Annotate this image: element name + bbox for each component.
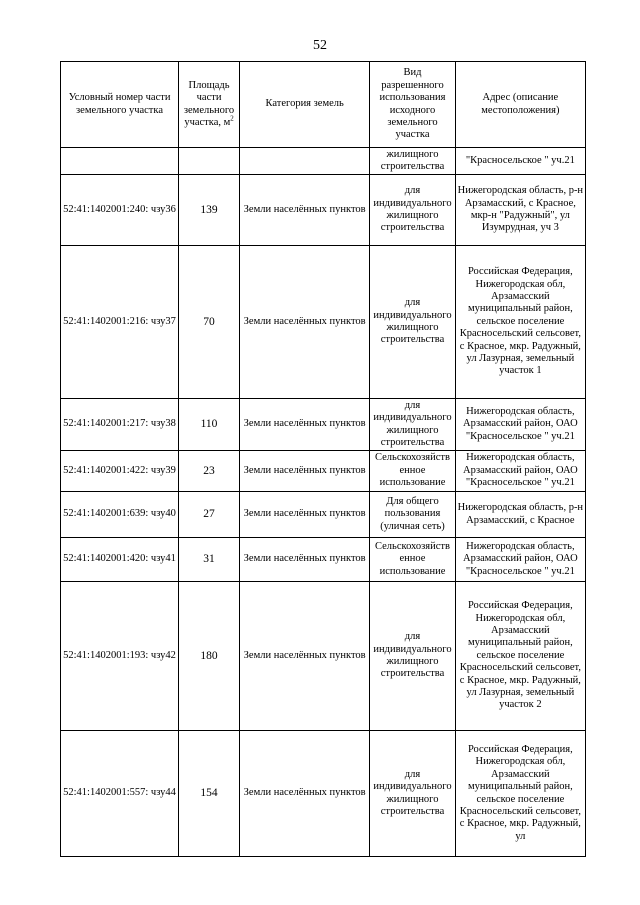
cell-id: 52:41:1402001:557: чзу44 [61,731,179,857]
cell-area: 180 [179,582,240,731]
cell-category: Земли населённых пунктов [240,731,370,857]
cell-use: для индивидуального жилищного строительства [370,731,455,857]
table-row [61,246,586,399]
cell-address: Нижегородская область, р-н Арзамасский, с Красное, мкр-н "Радужный", ул Изумрудная, уч 3 [455,175,585,246]
header-use: Вид разрешенного использования исходного земельного участка [370,62,455,148]
cell-area: 23 [179,451,240,492]
cell-area: 70 [179,246,240,399]
cell-id: 52:41:1402001:639: чзу40 [61,492,179,538]
cell-id: 52:41:1402001:217: чзу38 [61,399,179,451]
cell-area: 31 [179,538,240,582]
land-plots-table [60,61,586,857]
cell-id: 52:41:1402001:422: чзу39 [61,451,179,492]
cell-area: 110 [179,399,240,451]
cell-use: жилищного строительства [370,148,455,175]
cell-category: Земли населённых пунктов [240,246,370,399]
cell-id: 52:41:1402001:420: чзу41 [61,538,179,582]
table-row [61,492,586,538]
area-unit-superscript: 2 [230,114,234,123]
table-row [61,451,586,492]
cell-id: 52:41:1402001:193: чзу42 [61,582,179,731]
cell-address: "Красносельское " уч.21 [455,148,585,175]
cell-use: Для общего пользования (уличная сеть) [370,492,455,538]
table-row [61,399,586,451]
cell-category: Земли населённых пунктов [240,399,370,451]
cell-category: Земли населённых пунктов [240,175,370,246]
cell-use: для индивидуального жилищного строительства [370,399,455,451]
cell-address: Нижегородская область, р-н Арзамасский, с Красное [455,492,585,538]
cell-category: Земли населённых пунктов [240,582,370,731]
table-row [61,731,586,857]
cell-use: Сельскохозяйств енное использование [370,451,455,492]
header-id: Условный номер части земельного участка [61,62,179,148]
cell-id: 52:41:1402001:240: чзу36 [61,175,179,246]
cell-use: Сельскохозяйств енное использование [370,538,455,582]
cell-address: Российская Федерация, Нижегородская обл, Арзамасский муниципальный район, сельское поселение Красносельский сельсовет, с Красное, мкр. Радужный, ул [455,731,585,857]
cell-address: Нижегородская область, Арзамасский район, ОАО "Красносельское " уч.21 [455,451,585,492]
cell-area: 139 [179,175,240,246]
page-number: 52 [313,38,327,53]
cell-address: Нижегородская область, Арзамасский район, ОАО "Красносельское " уч.21 [455,399,585,451]
table-row [61,148,586,175]
header-address: Адрес (описание местоположения) [455,62,585,148]
cell-use: для индивидуального жилищного строительства [370,246,455,399]
cell-address: Российская Федерация, Нижегородская обл, Арзамасский муниципальный район, сельское поселение Красносельский сельсовет, с Красное, мкр. Радужный, ул Лазурная, земельный участок 2 [455,582,585,731]
cell-category [240,148,370,175]
cell-category: Земли населённых пунктов [240,492,370,538]
cell-use: для индивидуального жилищного строительства [370,175,455,246]
header-area: Площадь части земельного участка, $м^2$ [179,62,240,148]
header-category: Категория земель [240,62,370,148]
cell-area: 154 [179,731,240,857]
cell-id: 52:41:1402001:216: чзу37 [61,246,179,399]
table-row [61,175,586,246]
cell-address: Российская Федерация, Нижегородская обл, Арзамасский муниципальный район, сельское поселение Красносельский сельсовет, с Красное, мкр. Радужный, ул Лазурная, земельный участок 1 [455,246,585,399]
cell-use: для индивидуального жилищного строительства [370,582,455,731]
cell-address: Нижегородская область, Арзамасский район, ОАО "Красносельское " уч.21 [455,538,585,582]
table-header-row [61,62,586,148]
cell-id [61,148,179,175]
table-row [61,582,586,731]
cell-area: 27 [179,492,240,538]
cell-area [179,148,240,175]
table-row [61,538,586,582]
cell-category: Земли населённых пунктов [240,451,370,492]
cell-category: Земли населённых пунктов [240,538,370,582]
